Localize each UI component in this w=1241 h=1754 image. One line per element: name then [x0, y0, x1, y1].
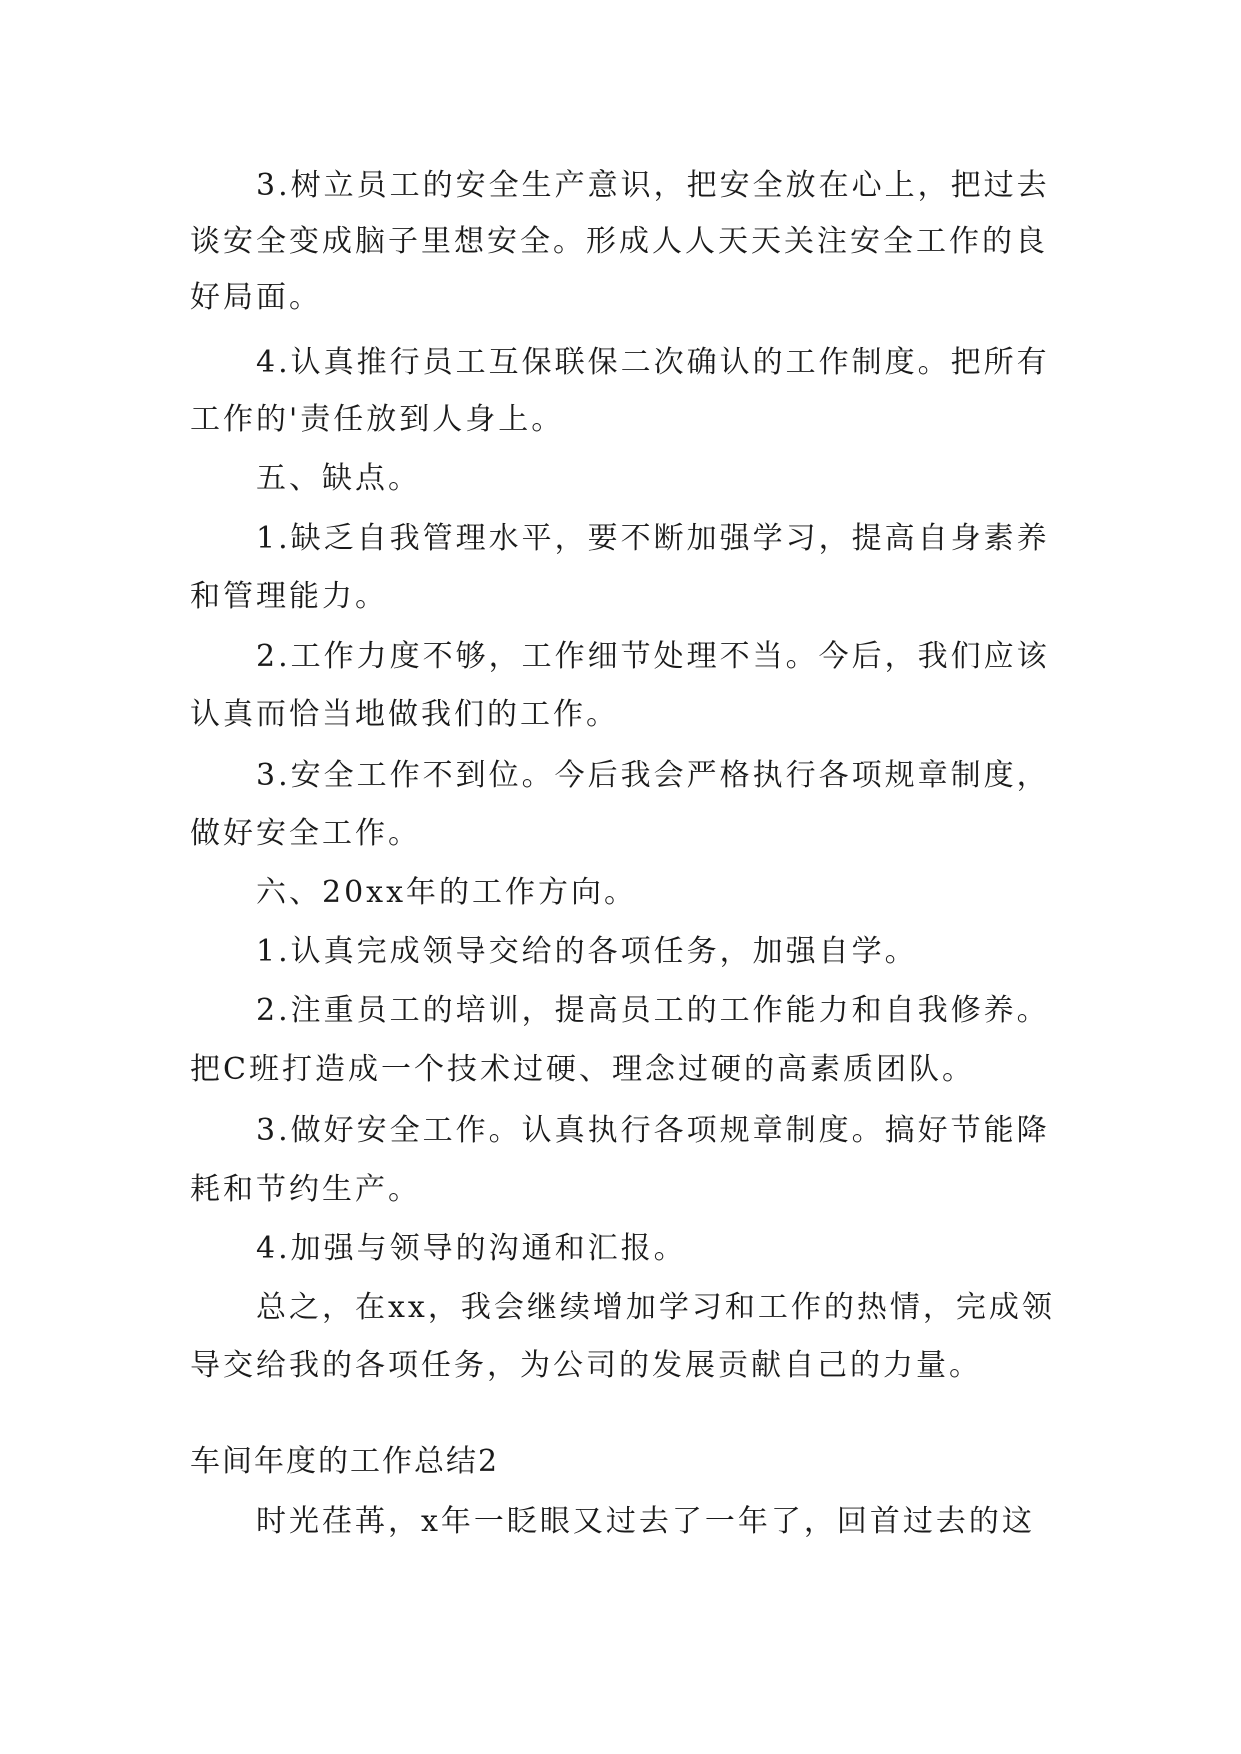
paragraph-line: 好局面。: [190, 280, 322, 315]
paragraph-line: 1.认真完成领导交给的各项任务，加强自学。: [256, 934, 918, 969]
paragraph-line: 2.注重员工的培训，提高员工的工作能力和自我修养。: [256, 993, 1050, 1028]
paragraph-line: 耗和节约生产。: [190, 1172, 421, 1207]
paragraph-line: 1.缺乏自我管理水平，要不断加强学习，提高自身素养: [256, 521, 1050, 556]
paragraph-line: 谈安全变成脑子里想安全。形成人人天天关注安全工作的良: [190, 224, 1048, 259]
paragraph-line: 把C班打造成一个技术过硬、理念过硬的高素质团队。: [190, 1052, 975, 1087]
paragraph-line: 导交给我的各项任务，为公司的发展贡献自己的力量。: [190, 1348, 982, 1383]
paragraph-line: 4.加强与领导的沟通和汇报。: [256, 1231, 687, 1266]
paragraph-line: 总之，在xx，我会继续增加学习和工作的热情，完成领: [256, 1290, 1055, 1325]
paragraph-line: 时光荏苒，x年一眨眼又过去了一年了，回首过去的这: [256, 1504, 1035, 1539]
paragraph-line: 3.树立员工的安全生产意识，把安全放在心上，把过去: [256, 168, 1050, 203]
paragraph-line: 4.认真推行员工互保联保二次确认的工作制度。把所有: [256, 345, 1050, 380]
paragraph-line: 工作的'责任放到人身上。: [190, 402, 565, 437]
paragraph-line: 3.做好安全工作。认真执行各项规章制度。搞好节能降: [256, 1113, 1050, 1148]
paragraph-line: 做好安全工作。: [190, 816, 421, 851]
paragraph-line: 和管理能力。: [190, 579, 388, 614]
section-heading: 六、20xx年的工作方向。: [256, 875, 638, 910]
section-title: 车间年度的工作总结2: [190, 1444, 500, 1479]
section-heading: 五、缺点。: [256, 461, 421, 496]
paragraph-line: 3.安全工作不到位。今后我会严格执行各项规章制度，: [256, 758, 1050, 793]
paragraph-line: 认真而恰当地做我们的工作。: [190, 697, 619, 732]
paragraph-line: 2.工作力度不够，工作细节处理不当。今后，我们应该: [256, 639, 1050, 674]
